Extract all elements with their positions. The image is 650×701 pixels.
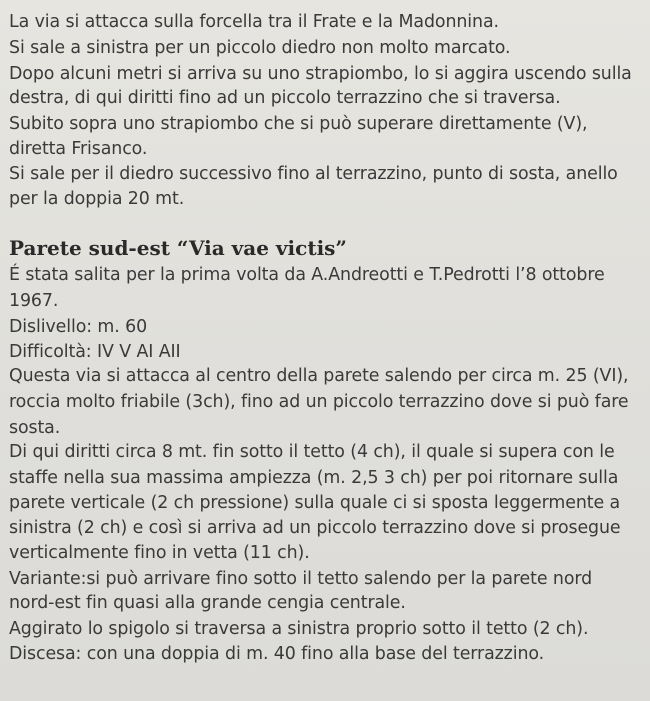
intro-line: Subito sopra uno strapiombo che si può superare direttamente (V), <box>9 114 588 134</box>
intro-line: per la doppia 20 mt. <box>9 189 185 209</box>
route-line: roccia molto friabile (3ch), fino ad un piccolo terrazzino dove si può fare <box>9 392 629 412</box>
route-line: parete verticale (2 ch pressione) sulla quale ci si sposta leggermente a <box>9 493 621 513</box>
route-line: Dislivello: m. 60 <box>9 317 148 337</box>
section-heading: Parete sud-est “Via vae victis” <box>9 236 347 260</box>
route-line: verticalmente fino in vetta (11 ch). <box>9 543 310 563</box>
route-line: sosta. <box>9 418 61 438</box>
intro-line: Si sale per il diedro successivo fino al terrazzino, punto di sosta, anello <box>9 164 618 184</box>
route-line: É stata salita per la prima volta da A.Andreotti e T.Pedrotti l’8 ottobre <box>9 265 605 285</box>
route-line: Questa via si attacca al centro della parete salendo per circa m. 25 (VI), <box>9 366 629 386</box>
route-line: Variante:si può arrivare fino sotto il tetto salendo per la parete nord <box>9 569 593 589</box>
route-line: staffe nella sua massima ampiezza (m. 2,5 3 ch) per poi ritornare sulla <box>9 468 619 488</box>
route-line: sinistra (2 ch) e così si arriva ad un piccolo terrazzino dove si prosegue <box>9 518 621 538</box>
intro-line: La via si attacca sulla forcella tra il Frate e la Madonnina. <box>9 12 499 32</box>
route-line: Di qui diritti circa 8 mt. fin sotto il tetto (4 ch), il quale si supera con le <box>9 442 615 462</box>
intro-line: Dopo alcuni metri si arriva su uno strapiombo, lo si aggira uscendo sulla <box>9 64 632 84</box>
route-line: Aggirato lo spigolo si traversa a sinistra proprio sotto il tetto (2 ch). <box>9 619 589 639</box>
intro-line: diretta Frisanco. <box>9 139 148 159</box>
route-line: nord-est fin quasi alla grande cengia centrale. <box>9 593 406 613</box>
route-line: 1967. <box>9 291 59 311</box>
route-line: Difficoltà: IV V AI AII <box>9 342 181 362</box>
intro-line: destra, di qui diritti fino ad un piccolo terrazzino che si traversa. <box>9 88 561 108</box>
route-line: Discesa: con una doppia di m. 40 fino alla base del terrazzino. <box>9 644 545 664</box>
intro-line: Si sale a sinistra per un piccolo diedro non molto marcato. <box>9 38 511 58</box>
